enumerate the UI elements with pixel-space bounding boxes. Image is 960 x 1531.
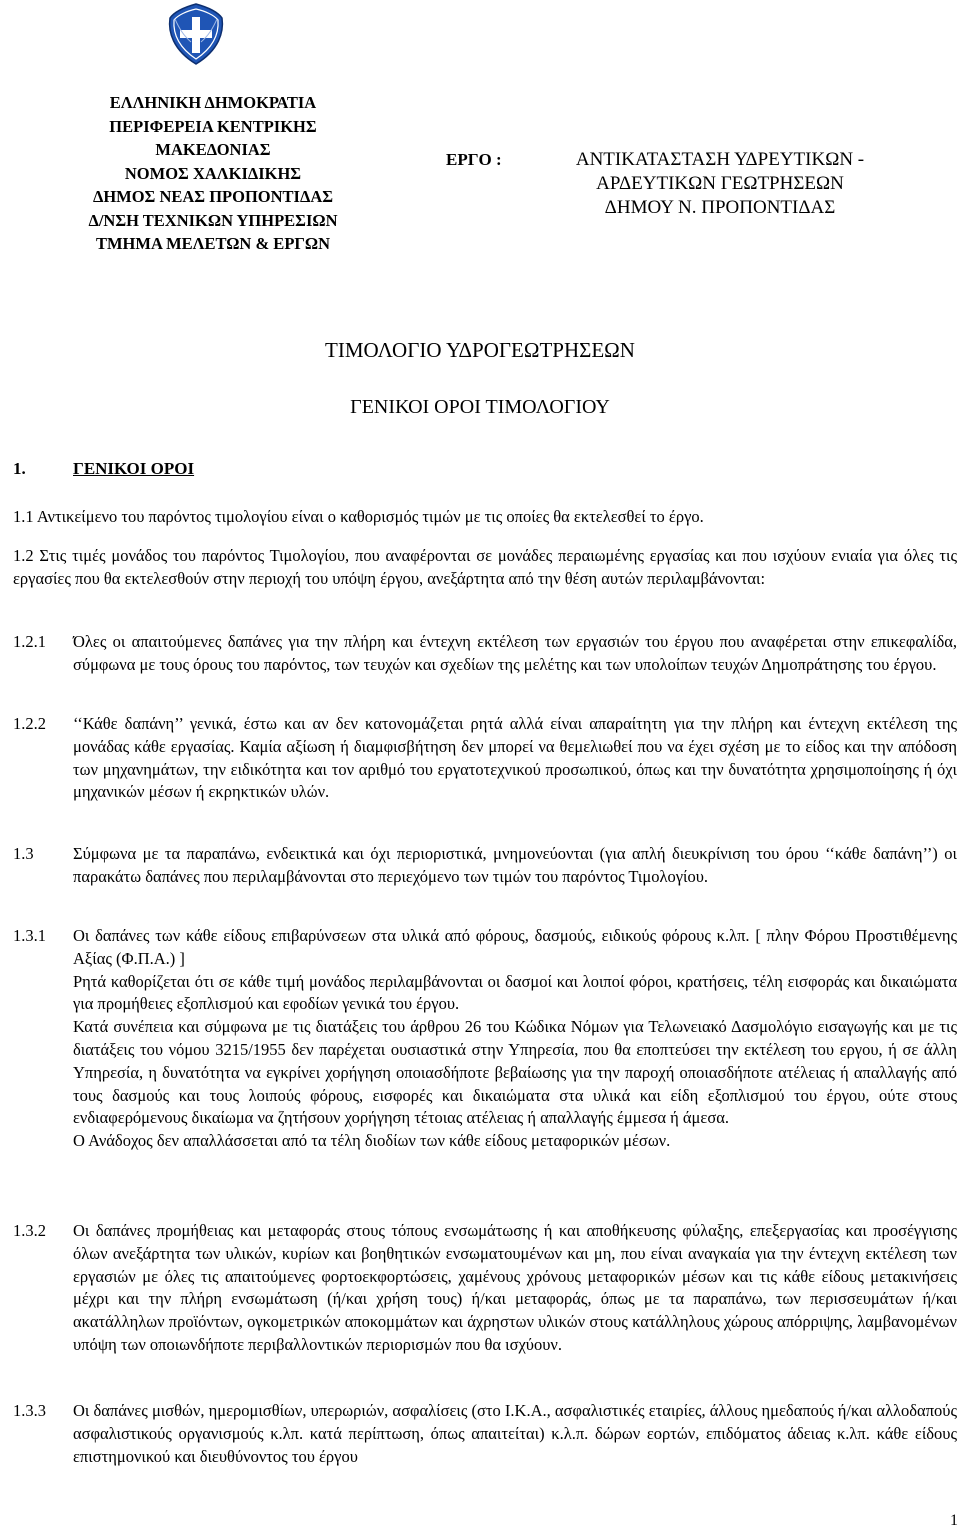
authority-line: ΠΕΡΙΦΕΡΕΙΑ ΚΕΝΤΡΙΚΗΣ [109, 116, 317, 136]
authority-line: ΝΟΜΟΣ ΧΑΛΚΙΔΙΚΗΣ [124, 163, 302, 183]
clause-number: 1.3 [13, 844, 34, 863]
clause-1-3-3 [73, 1400, 957, 1468]
project-title [520, 148, 920, 220]
document-title: ΤΙΜΟΛΟΓΙΟ ΥΔΡΟΓΕΩΤΡΗΣΕΩΝ [325, 338, 635, 362]
clause-text: Οι δαπάνες των κάθε είδους επιβαρύνσεων στα υλικά από φόρους, δασμούς, ειδικούς φόρους κ.λπ. [ πλην Φόρου Προστιθέμενης Αξίας (Φ.Π.Α.) ] [73, 926, 957, 968]
section-title: ΓΕΝΙΚΟΙ ΟΡΟΙ [73, 459, 195, 478]
authority-line: ΕΛΛΗΝΙΚΗ ΔΗΜΟΚΡΑΤΙΑ [109, 93, 317, 112]
paragraph-1-1: 1.1 Αντικείμενο του παρόντος τιμολογίου είναι ο καθορισμός τιμών με τις οποίες θα εκτελεσθεί το έργο. [13, 507, 704, 526]
clause-text: Σύμφωνα με τα παραπάνω, ενδεικτικά και όχι περιοριστικά, μνημονεύονται (για απλή διευκρίνιση του όρου ‘‘κάθε δαπάνη’’) οι παρακάτω δαπάνες που περιλαμβάνονται στο περιεχόμενο των τιμών του παρόντος Τιμολογίου. [73, 844, 957, 886]
clause-1-3-2 [73, 1220, 957, 1357]
authority-line: Δ/ΝΣΗ ΤΕΧΝΙΚΩΝ ΥΠΗΡΕΣΙΩΝ [88, 210, 338, 230]
clause-1-2-1 [73, 631, 957, 677]
paragraph-1-2: 1.2 Στις τιμές μονάδος του παρόντος Τιμολογίου, που αναφέρονται σε μονάδες περαιωμένης εργασίας και που ισχύουν ενιαία για όλες τις εργασίες που θα εκτελεσθούν στην περιοχή του υπόψη έργου, ανεξάρτητα από την θέση αυτών περιλαμβάνονται: [13, 546, 957, 588]
clause-text: Οι δαπάνες προμήθειας και μεταφοράς στους τόπους ενσωμάτωσης ή και αποθήκευσης φύλαξης, επεξεργασίας και προσέγγισης όλων ανεξάρτητα των υλικών, κυρίων και βοηθητικών ενσωματουμένων και μη, που είναι αναγκαία για την έντεχνη εκτέλεση των εργασιών με όλες τις απαιτούμενες φορτοεκφορτώσεις, χαμένους χρόνους μεταφορικών μέσων και τις κάθε είδους μετακινήσεις μέχρι και την πλήρη ενσωμάτωση (ή/και χρήση τους) ή/και μεταφοράς, όπως με τα παραπάνω, των περισσευμάτων ή/και ακατάλληλων προϊόντων, ογκομετρικών αποκομμάτων και άχρηστων υλικών στους κατάλληλους χώρους απόρριψης, λαμβανομένων υπόψη των οποιωνδήποτε περιβαλλοντικών περιορισμών που θα ισχύουν. [73, 1221, 957, 1354]
clause-number: 1.3.2 [13, 1221, 46, 1240]
greek-coat-of-arms-icon [165, 2, 227, 66]
clause-text: Όλες οι απαιτούμενες δαπάνες για την πλήρη και έντεχνη εκτέλεση των εργασιών του έργου που αναφέρεται στην επικεφαλίδα, σύμφωνα με τους όρους του παρόντος, των τευχών και σχεδίων της μελέτης και των υπολοίπων τευχών Δημοπράτησης του έργου. [73, 632, 957, 674]
clause-1-3-1 [73, 925, 957, 1153]
clause-number: 1.3.3 [13, 1401, 46, 1420]
issuing-authority [40, 91, 386, 256]
document-subtitle: ΓΕΝΙΚΟΙ ΟΡΟΙ ΤΙΜΟΛΟΓΙΟΥ [350, 396, 610, 418]
authority-line: ΜΑΚΕΔΟΝΙΑΣ [155, 140, 271, 159]
section-number: 1. [13, 459, 26, 478]
clause-text: Οι δαπάνες μισθών, ημερομισθίων, υπερωριών, ασφαλίσεις (στο Ι.Κ.Α., ασφαλιστικές εταιρίες, άλλους ημεδαπούς ή/και αλλοδαπούς ασφαλιστικούς οργανισμούς κ.λπ. κατά περίπτωση, όπως απαιτείται) κ.λ.π. δώρων εορτών, επιδόματος άδειας κ.λπ. κάθε είδους επιστημονικού και διευθύνοντος του έργου [73, 1401, 957, 1466]
clause-number: 1.3.1 [13, 926, 46, 945]
authority-line: ΔΗΜΟΣ ΝΕΑΣ ΠΡΟΠΟΝΤΙΔΑΣ [92, 187, 334, 206]
project-line: ΑΝΤΙΚΑΤΑΣΤΑΣΗ ΥΔΡΕΥΤΙΚΩΝ - [575, 149, 865, 170]
clause-1-2-2 [73, 713, 957, 804]
project-line: ΑΡΔΕΥΤΙΚΩΝ ΓΕΩΤΡΗΣΕΩΝ [596, 173, 844, 194]
clause-1-3 [73, 843, 957, 889]
clause-text: ‘‘Κάθε δαπάνη’’ γενικά, έστω και αν δεν κατονομάζεται ρητά αλλά είναι απαραίτητη για την πλήρη και έντεχνη εκτέλεση της μονάδας κάθε εργασίας. Καμία αξίωση ή διαμφισβήτηση δεν μπορεί να θεμελιωθεί που να έχει σχέση με το είδος και την απόδοση των μηχανημάτων, την ειδικότητα και τον αριθμό του εργατοτεχνικού προσωπικού, όπως και την δυνατότητα χρησιμοποίησης ή όχι μηχανικών μέσων ή εκρηκτικών υλών. [73, 714, 957, 802]
clause-number: 1.2.2 [13, 714, 46, 733]
authority-line: ΤΜΗΜΑ ΜΕΛΕΤΩΝ & ΕΡΓΩΝ [95, 234, 331, 253]
clause-text: Ρητά καθορίζεται ότι σε κάθε τιμή μονάδος περιλαμβάνονται οι δασμοί και λοιποί φόροι, κρατήσεις, τέλη εισφοράς και δικαιώματα για προμήθειες εξοπλισμού και εφοδίων γενικά του έργου. [73, 971, 957, 1014]
project-line: ΔΗΜΟΥ Ν. ΠΡΟΠΟΝΤΙΔΑΣ [604, 197, 836, 218]
clause-text: Ο Ανάδοχος δεν απαλλάσσεται από τα τέλη διοδίων των κάθε είδους μεταφορικών μέσων. [73, 1131, 671, 1151]
clause-text: Κατά συνέπεια και σύμφωνα με τις διατάξεις του άρθρου 26 του Κώδικα Νόμων για Τελωνειακό Δασμολόγιο εισαγωγής και με τις διατάξεις του νόμου 3215/1955 δεν παρέχεται ουσιαστικά στην Υπηρεσία, που θα εποπτεύσει την εκτέλεση του εργου, ή σε άλλη Υπηρεσία, η δυνατότητα να εγκρίνει χορήγηση οποιασδήποτε βεβαίωσης για την παροχή οποιασδήποτε ατέλειας ή απαλλαγής από τους δασμούς και τους λοιπούς φόρους, εισφορές και δικαιώματα στα υλικά και είδη εξοπλισμού του έργου, ούτε στους ενδιαφερόμενους δικαίωμα να ζητήσουν χορήγηση τέτοιας ατέλειας ή απαλλαγής έμμεσα ή άμεσα. [73, 1017, 957, 1128]
project-label: ΕΡΓΟ : [446, 150, 502, 169]
clause-number: 1.2.1 [13, 632, 46, 651]
page-number: 1 [950, 1512, 958, 1529]
